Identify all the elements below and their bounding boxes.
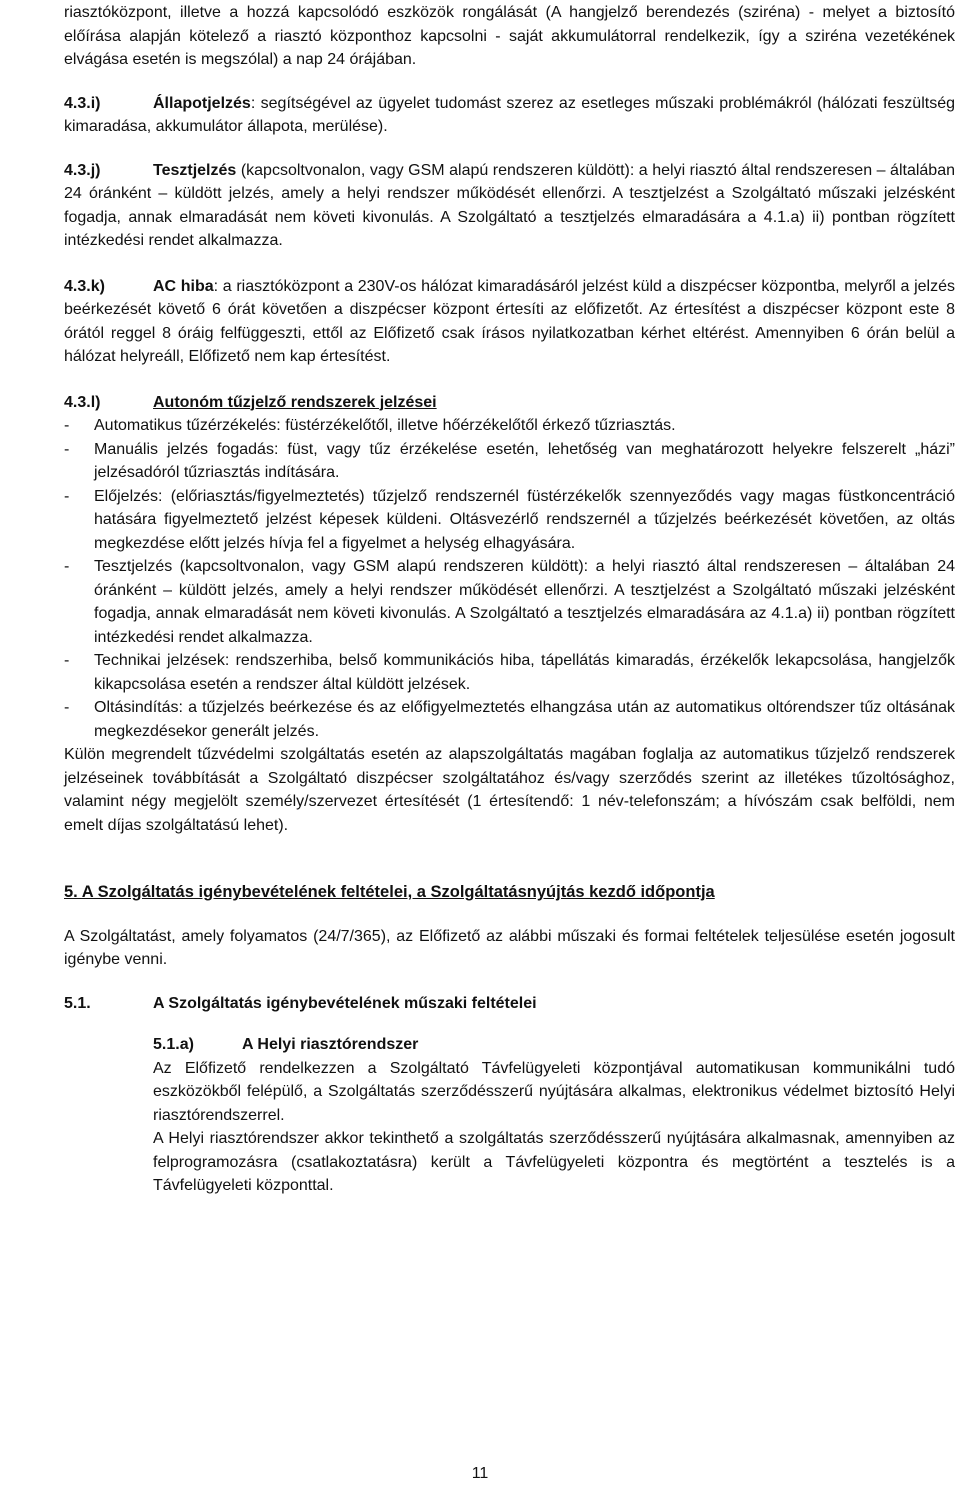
section-4-3-j [64,159,955,253]
section-5-heading: 5. A Szolgáltatás igénybevételének feltételei, a Szolgáltatásnyújtás kezdő időpontja [64,883,715,901]
section-4-3-i [64,92,955,139]
list-item: - Tesztjelzés (kapcsoltvonalon, vagy GSM alapú rendszeren küldött): a helyi riasztó által rendszeresen – általában 24 óránként – küldött jelzés, amely a helyi rendszer működését ellenőrzi. A tesztjelzést a Szolgáltató műszaki jelzésként fogadja, annak elmaradását nem követi kivonulás. A Szolgáltató a tesztjelzés elmaradására az 4.1.a) ii) pontban rögzített intézkedési rendet alkalmazza. [64,555,955,649]
section-5-1-heading [64,992,955,1016]
section-5-1-a [64,1033,955,1198]
section-term: Tesztjelzés [153,161,237,179]
document-page [64,1,955,1198]
section-title: Autonóm tűzjelző rendszerek jelzései [153,393,437,411]
section-number: 4.3.i) [64,94,101,112]
list-item: - Előjelzés: (előriasztás/figyelmeztetés) tűzjelző rendszernél füstérzékelők szennyeződés vagy magas füstkoncentráció hatására figyelmeztető jelzést képesek küldeni. Oltásvezérlő rendszernél a tűzjelzés beérkezését követően, az oltás megkezdése előtt jelzés hívja fel a figyelmet a helység elhagyására. [64,485,955,556]
subsection-heading [153,1033,955,1057]
fire-closing-paragraph: Külön megrendelt tűzvédelmi szolgáltatás esetén az alapszolgáltatás magában foglalja az automatikus tűzjelző rendszerek jelzéseinek továbbítását a Szolgáltató diszpécser szolgáltatához és/vagy szerződés szerint az illetékes tűzoltósághoz, valamint négy megjelölt személy/szervezet értesítését (1 értesítendő: 1 név-telefonszám; a hívószám csak belföldi, nem emelt díjas szolgáltatású lehet). [64,746,955,834]
list-item: - Technikai jelzések: rendszerhiba, belső kommunikációs hiba, tápellátás kimaradás, érzékelők lekapcsolása, hangjelzők kikapcsolása esetén a rendszer által küldött jelzések. [64,649,955,696]
section-text: : segítségével az ügyelet tudomást szerez az esetleges műszaki problémákról (hálózati feszültség kimaradása, akkumulátor állapota, merülése). [64,94,955,135]
list-item: - Manuális jelzés fogadás: füst, vagy tűz érzékelése esetén, lehetőség van meghatározott helyekre felszerelt „házi” jelzésadóról tűzriasztás indítására. [64,438,955,485]
section-number: 4.3.l) [64,393,101,411]
list-item: - Automatikus tűzérzékelés: füstérzékelőtől, illetve hőérzékelőtől érkező tűzriasztás. [64,414,955,438]
section-5-paragraph: A Szolgáltatást, amely folyamatos (24/7/365), az Előfizető az alábbi műszaki és formai feltételek teljesülése esetén jogosult igénybe venni. [64,927,955,968]
section-term: Állapotjelzés [153,94,251,112]
section-number: 4.3.j) [64,161,101,179]
section-number: 5.1.a) [153,1036,194,1053]
section-4-3-k [64,275,955,369]
subsection-paragraph-2: A Helyi riasztórendszer akkor tekinthető a szolgáltatás szerződésszerű nyújtására alkalmasnak, amennyiben az felprogramozásra (csatlakoztatásra) került a Távfelügyeleti központra és megtörtént a tesztelés is a Távfelügyeleti központtal. [153,1130,955,1194]
subsection-paragraph-1: Az Előfizető rendelkezzen a Szolgáltató Távfelügyeleti központjával automatikusan kommunikálni tudó eszközökből felépülő, a Szolgáltatás szerződésszerű nyújtására alkalmas, elektronikus védelmet biztosító Helyi riasztórendszerrel. [153,1059,955,1124]
section-4-3-l-heading [64,391,955,415]
intro-paragraph: riasztóközpont, illetve a hozzá kapcsolódó eszközök rongálását (A hangjelző berendezés (sziréna) - melyet a biztosító előírása alapján kötelező a riasztó központhoz kapcsolni - saját akkumulátorral rendelkezik, így a sziréna vezetékének elvágása esetén is megszólal) a nap 24 órájában. [64,4,955,68]
section-term: AC hiba [153,277,214,295]
section-text: : a riasztóközpont a 230V-os hálózat kimaradásáról jelzést küld a diszpécser központba, melyről a jelzés beérkezését követő 6 órát követően a diszpécser központ értesíti az előfizetőt. Az értesítést a diszpécser központ este 8 órától reggel 8 óráig felfüggeszti, ettől az Előfizető csak írásos nyilatkozatban kérhet eltérést. Amennyiben 6 órán belül a hálózat helyreáll, Előfizető nem kap értesítést. [64,277,955,365]
page-number: 11 [471,1465,489,1482]
section-number: 4.3.k) [64,277,105,295]
section-title: A Szolgáltatás igénybevételének műszaki feltételei [153,994,537,1012]
section-title: A Helyi riasztórendszer [242,1036,419,1053]
section-text: (kapcsoltvonalon, vagy GSM alapú rendszeren küldött): a helyi riasztó által rendszeresen – általában 24 óránként – küldött jelzés, amely a helyi rendszer működését ellenőrzi. A tesztjelzést a Szolgáltató műszaki jelzésként fogadja, annak elmaradását nem követi kivonulás. A Szolgáltató a tesztjelzés elmaradására a 4.1.a) ii) pontban rögzített intézkedési rendet alkalmazza. [64,161,955,249]
section-number: 5.1. [64,994,91,1012]
fire-signal-list [64,414,955,743]
list-item: - Oltásindítás: a tűzjelzés beérkezése és az előfigyelmeztetés elhangzása után az automatikus oltórendszer tűz oltásának megkezdésekor generált jelzés. [64,696,955,743]
